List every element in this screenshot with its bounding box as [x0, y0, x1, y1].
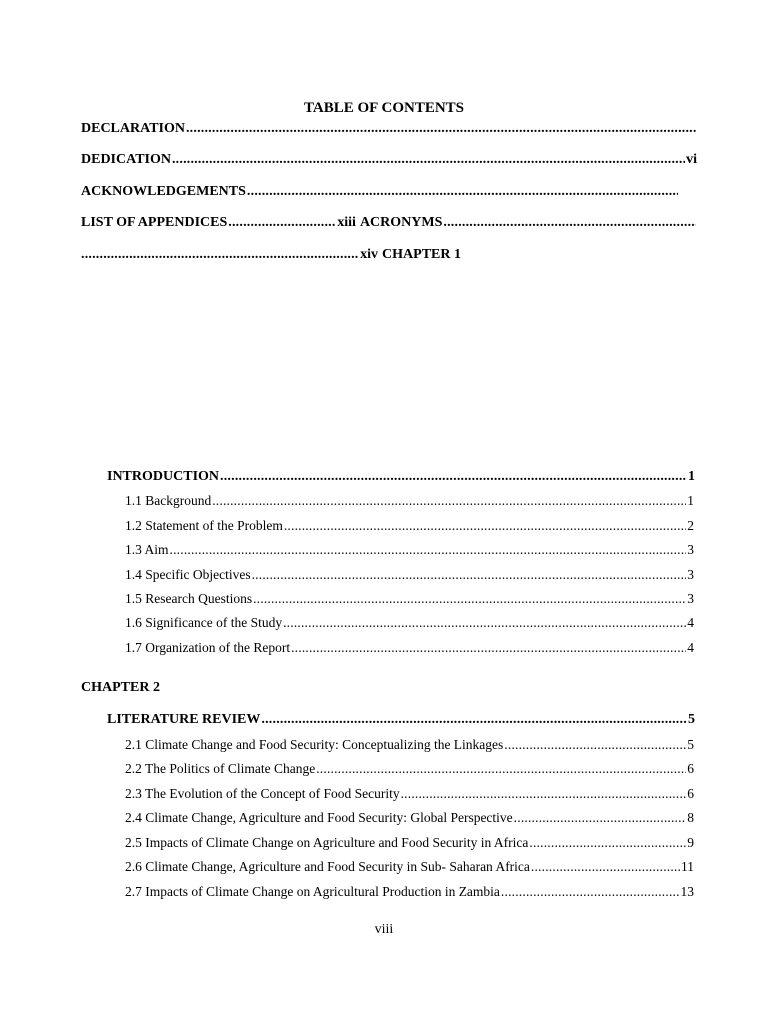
- dot-leader: [261, 711, 687, 729]
- toc-entry-2-4[interactable]: [125, 809, 694, 827]
- dot-leader: [401, 785, 687, 803]
- toc-entry-2-5[interactable]: [125, 834, 694, 852]
- toc-entry-page: vi: [686, 152, 697, 167]
- dot-leader: [283, 614, 686, 632]
- toc-entry-1-1[interactable]: [125, 492, 694, 510]
- chapter-1-label: CHAPTER 1: [382, 247, 461, 262]
- toc-entry-label: ACKNOWLEDGEMENTS: [81, 184, 246, 199]
- toc-entry-page: 3: [687, 567, 694, 582]
- toc-entry-page: 2: [687, 518, 694, 533]
- toc-entry-acknowledgements[interactable]: [81, 183, 679, 201]
- toc-entry-label: 1.2 Statement of the Problem: [125, 518, 283, 533]
- toc-entry-label: 2.3 The Evolution of the Concept of Food Security: [125, 786, 400, 801]
- toc-entry-label: INTRODUCTION: [107, 469, 220, 484]
- toc-entry-label: 2.4 Climate Change, Agriculture and Food Security: Global Perspective: [125, 810, 513, 825]
- toc-entry-page: 4: [687, 615, 694, 630]
- toc-entry-label: 1.5 Research Questions: [125, 591, 253, 606]
- toc-entry-page: 5: [687, 737, 694, 752]
- dot-leader: [501, 883, 680, 901]
- dot-leader: [212, 492, 686, 510]
- toc-entry-page: 1: [687, 493, 694, 508]
- dot-leader: [252, 566, 687, 584]
- toc-entry-label: 1.7 Organization of the Report: [125, 640, 291, 655]
- toc-entry-page: 5: [688, 712, 695, 727]
- dot-leader: [291, 639, 686, 657]
- dot-leader: [170, 541, 687, 559]
- toc-entry-literature-review[interactable]: [107, 711, 695, 729]
- toc-entry-1-4[interactable]: [125, 566, 694, 584]
- toc-entry-label: 1.3 Aim: [125, 542, 169, 557]
- page-number-footer: viii: [374, 922, 394, 937]
- toc-entry-page: xiii: [337, 215, 356, 230]
- dot-leader: [172, 151, 685, 169]
- dot-leader: [247, 183, 678, 201]
- dot-leader: [504, 736, 686, 754]
- toc-entry-label: DEDICATION: [81, 152, 171, 167]
- toc-entry-page: 1: [688, 469, 695, 484]
- dot-leader: [284, 517, 686, 535]
- toc-entry-label: 1.6 Significance of the Study: [125, 615, 283, 630]
- toc-entry-2-2[interactable]: [125, 760, 694, 778]
- toc-entry-acronyms-continued[interactable]: [81, 246, 461, 264]
- toc-entry-2-6[interactable]: [125, 858, 694, 876]
- toc-entry-page: 3: [687, 591, 694, 606]
- toc-entry-label: LITERATURE REVIEW: [107, 712, 261, 727]
- dot-leader: [186, 120, 696, 138]
- toc-entry-label: 1.4 Specific Objectives: [125, 567, 251, 582]
- toc-entry-label: 2.2 The Politics of Climate Change: [125, 761, 316, 776]
- toc-entry-label: 2.1 Climate Change and Food Security: Conceptualizing the Linkages: [125, 737, 504, 752]
- toc-entry-label: LIST OF APPENDICES: [81, 215, 228, 230]
- toc-entry-label: 2.5 Impacts of Climate Change on Agriculture and Food Security in Africa: [125, 835, 529, 850]
- toc-entry-1-7[interactable]: [125, 639, 694, 657]
- dot-leader: [220, 468, 687, 486]
- toc-entry-page: 11: [681, 859, 694, 874]
- toc-entry-label: 2.7 Impacts of Climate Change on Agricultural Production in Zambia: [125, 884, 500, 899]
- toc-entry-1-2[interactable]: [125, 517, 694, 535]
- toc-entry-page: 4: [687, 640, 694, 655]
- toc-entry-dedication[interactable]: [81, 151, 697, 169]
- toc-entry-page: 6: [687, 786, 694, 801]
- toc-entry-page: xiv: [360, 247, 379, 262]
- toc-entry-2-7[interactable]: [125, 883, 694, 901]
- dot-leader: [228, 214, 336, 232]
- toc-entry-list-of-appendices[interactable]: [81, 214, 697, 232]
- toc-entry-2-1[interactable]: [125, 736, 694, 754]
- toc-entry-2-3[interactable]: [125, 785, 694, 803]
- dot-leader: [531, 858, 680, 876]
- dot-leader: [253, 590, 686, 608]
- toc-entry-introduction[interactable]: [107, 468, 695, 486]
- toc-entry-label: 2.6 Climate Change, Agriculture and Food Security in Sub- Saharan Africa: [125, 859, 530, 874]
- toc-entry-label: DECLARATION: [81, 121, 185, 136]
- toc-entry-page: 9: [687, 835, 694, 850]
- toc-entry-page: 3: [687, 542, 694, 557]
- toc-entry-page: 8: [687, 810, 694, 825]
- dot-leader: [443, 214, 696, 232]
- toc-entry-page: 6: [687, 761, 694, 776]
- toc-entry-1-6[interactable]: [125, 614, 694, 632]
- toc-entry-page: 13: [680, 884, 694, 899]
- chapter-2-title: CHAPTER 2: [81, 680, 160, 695]
- toc-entry-1-3[interactable]: [125, 541, 694, 559]
- toc-entry-declaration[interactable]: [81, 120, 697, 138]
- dot-leader: [316, 760, 686, 778]
- dot-leader: [514, 809, 687, 827]
- toc-title: TABLE OF CONTENTS: [303, 100, 465, 116]
- dot-leader: [81, 246, 359, 264]
- toc-entry-acronyms-label: ACRONYMS: [359, 215, 443, 230]
- dot-leader: [529, 834, 686, 852]
- toc-entry-label: 1.1 Background: [125, 493, 212, 508]
- toc-entry-1-5[interactable]: [125, 590, 694, 608]
